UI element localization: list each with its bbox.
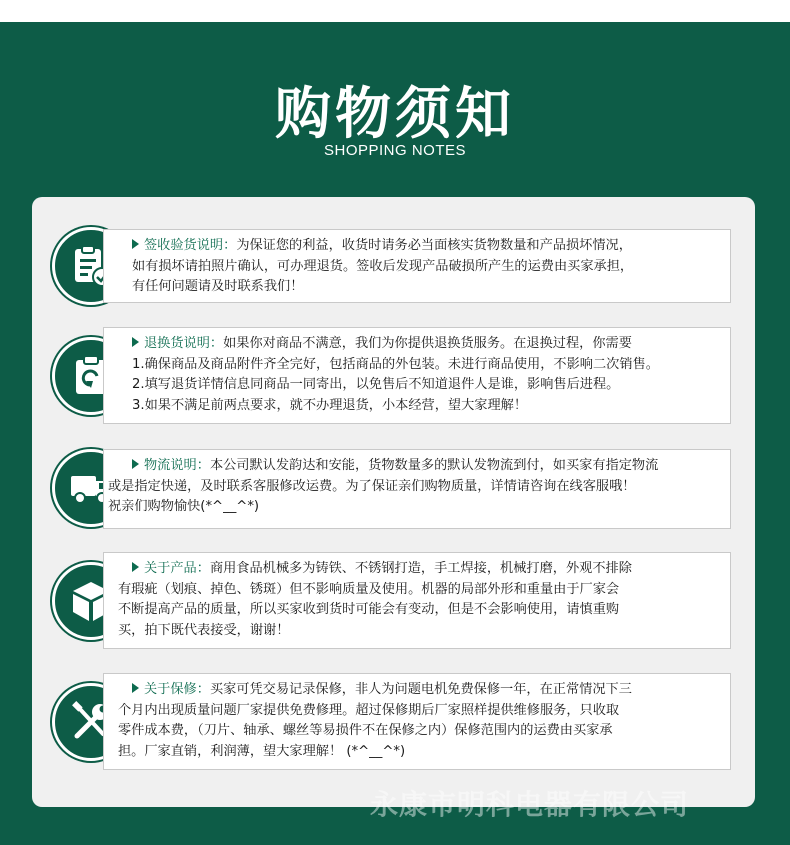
section-line: 商用食品机械多为铸铁、不锈钢打造，手工焊接，机械打磨，外观不排除 xyxy=(209,561,632,576)
section-line: 买，拍下既代表接受，谢谢！ xyxy=(118,622,290,638)
section-line: 个月内出现质量问题厂家提供免费修理。超过保修期后厂家照样提供维修服务，只收取 xyxy=(118,702,620,718)
bullet-arrow-icon xyxy=(132,239,139,249)
section-line: 2.填写退货详情信息同商品一同寄出，以免售后不知道退件人是谁，影响售后进程。 xyxy=(132,377,620,392)
section-line: 不断提高产品的质量，所以买家收到货时可能会有变动，但是不会影响使用，请慎重购 xyxy=(118,602,620,617)
section-label: 关于产品： xyxy=(144,561,210,576)
section-line: 如果你对商品不满意，我们为你提供退换货服务。在退换过程，你需要 xyxy=(223,336,632,351)
page-title: 购物须知 xyxy=(275,82,515,147)
section-text-box xyxy=(103,552,731,649)
section-label: 物流说明： xyxy=(144,458,210,473)
section-text-box xyxy=(103,229,731,303)
bullet-arrow-icon xyxy=(132,459,139,469)
section-line: 1.确保商品及商品附件齐全完好，包括商品的外包装。未进行商品使用，不影响二次销售。 xyxy=(132,356,659,372)
section-line: 有瑕疵（划痕、掉色、锈斑）但不影响质量及使用。机器的局部外形和重量由于厂家会 xyxy=(118,581,620,597)
section-line: 祝亲们购物愉快(*^__^*) xyxy=(108,499,260,514)
bullet-arrow-icon xyxy=(132,337,139,347)
section-line: 为保证您的利益，收货时请务必当面核实货物数量和产品损坏情况， xyxy=(236,238,632,253)
section-line: 有任何问题请及时联系我们！ xyxy=(132,279,304,294)
section-text-box xyxy=(103,327,731,424)
section-line: 零件成本费，（刀片、轴承、螺丝等易损件不在保修之内）保修范围内的运费由买家承 xyxy=(118,723,613,738)
page-subtitle: SHOPPING NOTES xyxy=(323,142,467,159)
bullet-arrow-icon xyxy=(132,562,139,572)
section-line: 如有损坏请拍照片确认，可办理退货。签收后发现产品破损所产生的运费由买家承担， xyxy=(132,258,634,274)
section-label: 签收验货说明： xyxy=(144,238,237,253)
section-line: 买家可凭交易记录保修，非人为问题电机免费保修一年，在正常情况下三 xyxy=(209,682,632,697)
section-label: 退换货说明： xyxy=(144,336,224,351)
section-label: 关于保修： xyxy=(144,682,210,697)
company-watermark: 永康市明科电器有限公司 xyxy=(370,788,690,821)
section-line: 本公司默认发韵达和安能，货物数量多的默认发物流到付，如买家有指定物流 xyxy=(209,458,659,473)
section-line: 3.如果不满足前两点要求，就不办理退货，小本经营，望大家理解！ xyxy=(132,397,528,413)
section-text-box xyxy=(103,449,731,529)
section-text-box xyxy=(103,673,731,770)
top-margin xyxy=(0,0,790,22)
section-line: 担。厂家直销，利润薄，望大家理解！ (*^__^*) xyxy=(118,743,406,759)
section-line: 或是指定快递，及时联系客服修改运费。为了保证亲们购物质量，详情请咨询在线客服哦！ xyxy=(108,478,636,494)
bullet-arrow-icon xyxy=(132,683,139,693)
notes-card xyxy=(32,197,755,807)
